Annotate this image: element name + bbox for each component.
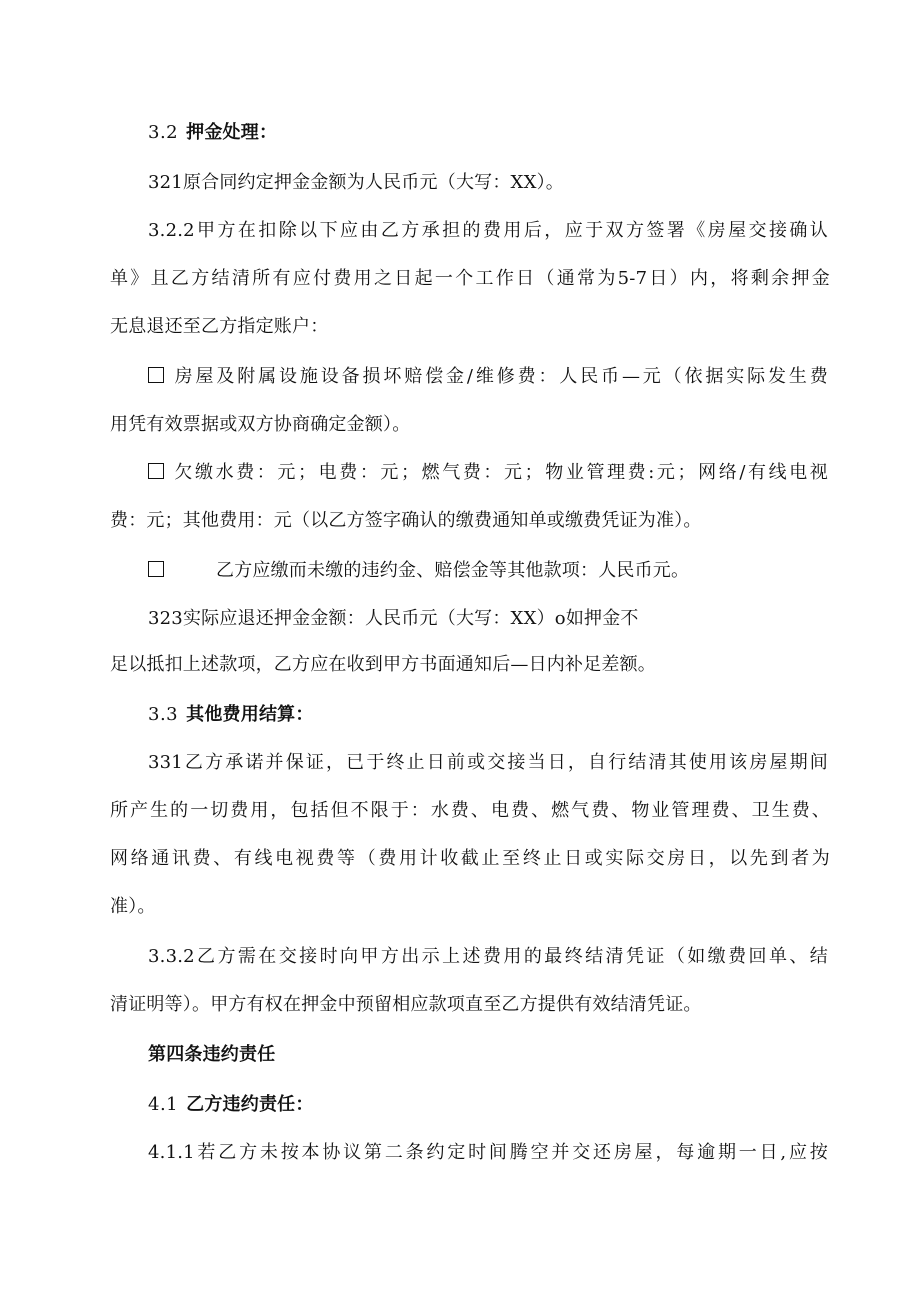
paragraph-3-3-1-line-2: 所产生的一切费用，包括但不限于：水费、电费、燃气费、物业管理费、卫生费、 bbox=[110, 800, 830, 821]
deduction-item-1-line-2: 用凭有效票据或双方协商确定金额）。 bbox=[110, 414, 411, 435]
section-3-2-heading bbox=[148, 120, 828, 146]
section-title: 押金处理： bbox=[186, 122, 278, 143]
checkbox-icon bbox=[148, 561, 164, 577]
deduction-item-text: 乙方应缴而未缴的违约金、赔偿金等其他款项：人民币元。 bbox=[216, 560, 690, 581]
deduction-item-1-line-1 bbox=[148, 364, 828, 390]
paragraph-3-2-3-line-1: 323实际应退还押金金额：人民币元（大写：XX）o如押金不 bbox=[148, 608, 639, 629]
article-4-title: 第四条违约责任 bbox=[148, 1044, 276, 1065]
section-title: 其他费用结算： bbox=[186, 704, 314, 725]
paragraph-3-3-1-line-4: 准）。 bbox=[110, 896, 156, 917]
section-4-1-heading bbox=[148, 1092, 828, 1118]
section-number: 3.3 bbox=[148, 704, 179, 725]
checkbox-icon bbox=[148, 463, 164, 479]
paragraph-3-2-3-line-2: 足以抵扣上述款项，乙方应在收到甲方书面通知后—日内补足差额。 bbox=[110, 654, 656, 675]
section-3-3-heading bbox=[148, 702, 828, 728]
deduction-item-3 bbox=[148, 558, 828, 584]
paragraph-3-2-2-line-2: 单》且乙方结清所有应付费用之日起一个工作日（通常为5-7日）内，将剩余押金 bbox=[110, 268, 830, 289]
section-number: 3.2 bbox=[148, 122, 179, 143]
paragraph-3-3-2-line-1: 3.3.2乙方需在交接时向甲方出示上述费用的最终结清凭证（如缴费回单、结 bbox=[148, 946, 828, 967]
paragraph-3-3-1-line-3: 网络通讯费、有线电视费等（费用计收截止至终止日或实际交房日，以先到者为 bbox=[110, 848, 830, 869]
paragraph-3-2-2-line-3: 无息退还至乙方指定账户： bbox=[110, 316, 329, 337]
paragraph-4-1-1-line-1: 4.1.1若乙方未按本协议第二条约定时间腾空并交还房屋，每逾期一日,应按 bbox=[148, 1142, 828, 1163]
paragraph-3-3-1-line-1: 331乙方承诺并保证，已于终止日前或交接当日，自行结清其使用该房屋期间 bbox=[148, 752, 828, 773]
checkbox-icon bbox=[148, 367, 164, 383]
paragraph-3-2-1: 321原合同约定押金金额为人民币元（大写：XX）。 bbox=[148, 172, 564, 193]
deduction-item-2-line-1 bbox=[148, 460, 828, 486]
deduction-item-text: 欠缴水费：元；电费：元；燃气费：元；物业管理费:元；网络/有线电视 bbox=[172, 462, 828, 483]
section-title: 乙方违约责任： bbox=[186, 1094, 314, 1115]
section-number: 4.1 bbox=[148, 1094, 179, 1115]
paragraph-3-2-2-line-1: 3.2.2甲方在扣除以下应由乙方承担的费用后，应于双方签署《房屋交接确认 bbox=[148, 220, 828, 241]
deduction-item-text: 房屋及附属设施设备损坏赔偿金/维修费：人民币—元（依据实际发生费 bbox=[172, 366, 828, 387]
deduction-item-2-line-2: 费：元；其他费用：元（以乙方签字确认的缴费通知单或缴费凭证为准）。 bbox=[110, 510, 702, 531]
paragraph-3-3-2-line-2: 清证明等）。甲方有权在押金中预留相应款项直至乙方提供有效结清凭证。 bbox=[110, 994, 702, 1015]
